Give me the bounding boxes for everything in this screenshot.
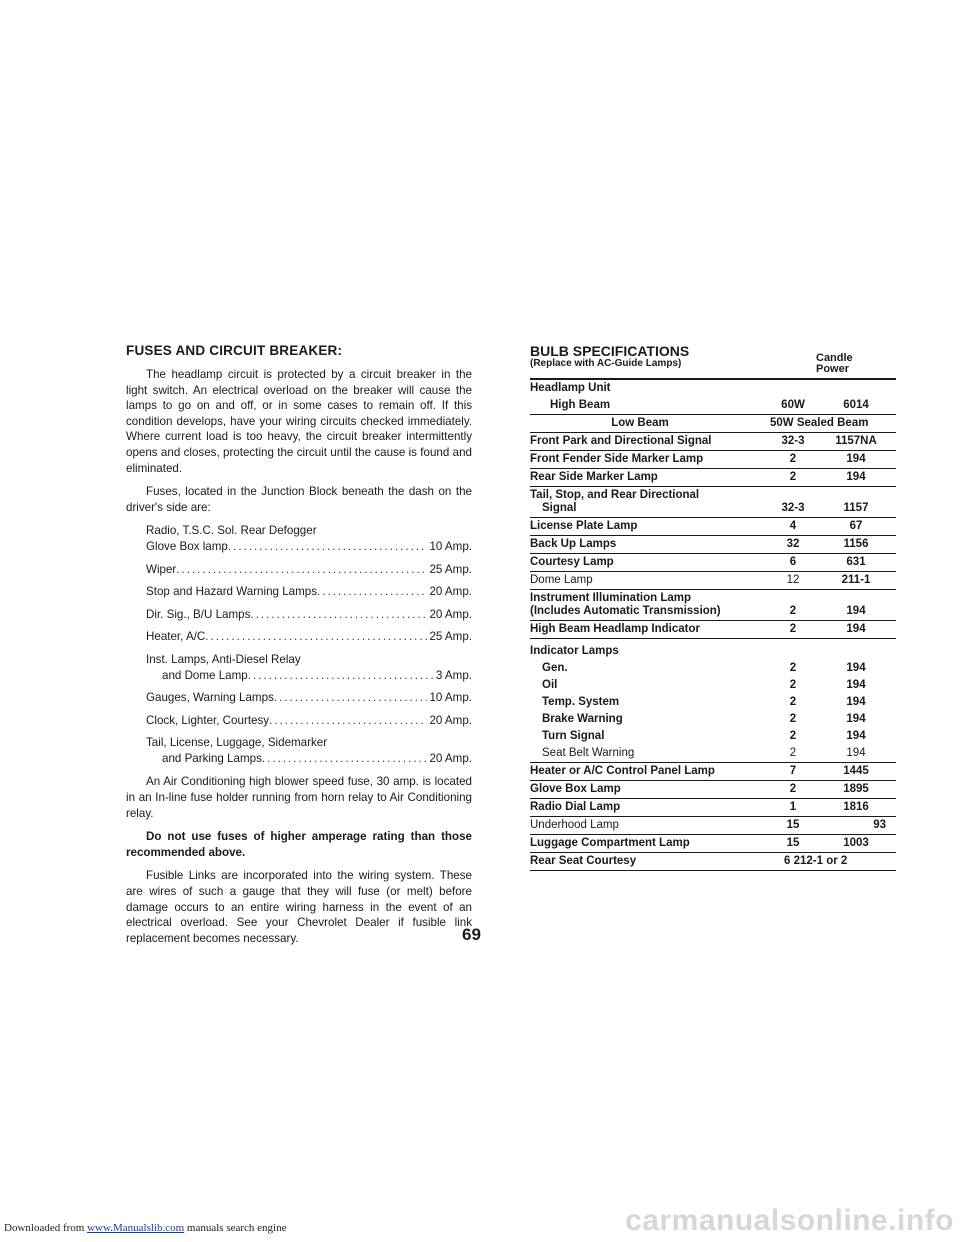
row-name: High Beam Headlamp Indicator: [530, 623, 700, 635]
fuse-amp: 20 Amp.: [429, 585, 472, 599]
row-bulb: 1156: [843, 538, 869, 550]
row-bulb: 1445: [843, 765, 869, 777]
fuse-label: and Parking Lamps: [162, 751, 262, 765]
table-row: [530, 835, 896, 853]
table-row: [530, 677, 896, 694]
fuse-amp: 10 Amp.: [429, 539, 472, 553]
table-row: [530, 415, 896, 433]
row-cp: 32: [786, 538, 800, 550]
row-name: Glove Box Lamp: [530, 783, 621, 795]
warning-paragraph: Do not use fuses of higher amperage rating than those recommended above.: [126, 830, 472, 859]
row-name: Oil: [542, 679, 558, 691]
row-bulb: 1157NA: [835, 435, 877, 447]
row-cp: 6: [789, 556, 797, 568]
power-line: Power: [816, 363, 850, 375]
row-cp: 2: [789, 623, 797, 635]
row-bulb: 194: [846, 713, 866, 725]
fuse-label: Stop and Hazard Warning Lamps: [146, 585, 317, 599]
fuses-section: [126, 343, 472, 954]
row-name: [530, 592, 770, 618]
table-row: [530, 590, 896, 621]
row-cp: 2: [789, 713, 797, 725]
row-name-line: Tail, Stop, and Rear Directional: [530, 489, 700, 501]
row-cp: 50W Sealed Beam: [770, 417, 869, 429]
table-row: [530, 380, 896, 397]
row-name: Luggage Compartment Lamp: [530, 837, 690, 849]
page-number: 69: [462, 925, 481, 944]
row-bulb: 194: [846, 679, 866, 691]
bulb-title: BULB SPECIFICATIONS: [530, 343, 690, 359]
row-name: Low Beam: [611, 417, 669, 429]
row-name-line: Instrument Illumination Lamp: [530, 592, 692, 604]
row-name: Radio Dial Lamp: [530, 801, 621, 813]
fuse-list: [126, 523, 472, 766]
fuse-item: [146, 690, 472, 706]
table-row: [530, 660, 896, 677]
row-cp: 60W: [781, 399, 805, 411]
table-row: [530, 536, 896, 554]
circuit-breaker-paragraph: The headlamp circuit is protected by a circuit breaker in the light switch. An electrical overload on the breaker will cause the lamps to go on and off, or in some cases to remain off. If this condition develops, have your wiring circuits checked immediately. Where current load is too heavy, the circuit breaker intermittently opens and closes, protecting the circuit until the cause is found and eliminated.: [126, 368, 472, 475]
row-cp: 2: [789, 730, 797, 742]
row-cp: 15: [786, 837, 800, 849]
candle-line: Candle: [816, 352, 853, 364]
row-name: Seat Belt Warning: [542, 747, 635, 759]
table-row: [530, 554, 896, 572]
row-name-line: (Includes Automatic Transmission): [530, 605, 721, 617]
row-name: Rear Side Marker Lamp: [530, 471, 658, 483]
fuse-item: [146, 607, 472, 623]
fuse-label: and Dome Lamp: [162, 668, 248, 682]
table-row: [530, 621, 896, 639]
fuse-head: Inst. Lamps, Anti-Diesel Relay: [146, 652, 301, 666]
fuse-amp: 25 Amp.: [429, 630, 472, 644]
fuse-item: [146, 735, 472, 766]
row-cp: 2: [789, 696, 797, 708]
fuse-amp: 3 Amp.: [435, 668, 472, 682]
fuse-head: Radio, T.S.C. Sol. Rear Defogger: [146, 524, 317, 538]
row-name: High Beam: [550, 399, 611, 411]
fuse-label: Heater, A/C: [146, 630, 206, 644]
row-bulb: 67: [849, 520, 863, 532]
row-name: Courtesy Lamp: [530, 556, 614, 568]
table-row: [530, 711, 896, 728]
row-cp: 2: [789, 783, 797, 795]
row-bulb: 211-1: [841, 574, 871, 586]
row-bulb: 194: [846, 696, 866, 708]
row-cp: 2: [789, 747, 797, 759]
table-row: [530, 745, 896, 763]
row-cp: 2: [789, 662, 797, 674]
row-name: Headlamp Unit: [530, 382, 611, 394]
row-cp: 1: [789, 801, 797, 813]
table-row: [530, 639, 896, 660]
row-cp: 2: [789, 453, 797, 465]
fuse-item: [146, 629, 472, 645]
row-cp: 12: [786, 574, 800, 586]
row-bulb: 194: [846, 730, 866, 742]
row-cp: 32-3: [781, 435, 805, 447]
row-bulb: 194: [846, 605, 866, 617]
row-bulb: 93: [873, 819, 886, 831]
fuse-head: Tail, License, Luggage, Sidemarker: [146, 736, 328, 750]
table-row: [530, 853, 896, 871]
row-name: Temp. System: [542, 696, 620, 708]
bulb-specifications-section: [530, 345, 896, 871]
row-bulb: 1003: [843, 837, 869, 849]
row-name: [530, 489, 770, 515]
row-name: Gen.: [542, 662, 568, 674]
fuse-item: [146, 652, 472, 683]
row-name: Dome Lamp: [530, 574, 593, 586]
row-name: Front Fender Side Marker Lamp: [530, 453, 704, 465]
ac-fuse-paragraph: An Air Conditioning high blower speed fuse, 30 amp. is located in an In-line fuse holder running from horn relay to Air Conditioning relay.: [126, 775, 472, 820]
fuse-amp: 25 Amp.: [429, 562, 472, 576]
row-bulb: 6014: [843, 399, 869, 411]
bulb-table-header: [530, 345, 896, 375]
watermark: carmanualsonline.info: [625, 1204, 954, 1237]
fuse-label: Dir. Sig., B/U Lamps: [146, 607, 251, 621]
table-row: [530, 728, 896, 745]
fuse-location-paragraph: Fuses, located in the Junction Block beneath the dash on the driver's side are:: [126, 485, 472, 514]
table-row: [530, 572, 896, 590]
row-cp: 2: [789, 605, 797, 617]
row-bulb: 1157: [843, 502, 869, 514]
row-bulb: 194: [846, 747, 866, 759]
row-name: Brake Warning: [542, 713, 623, 725]
download-footer: [4, 1222, 286, 1234]
fuse-label: Gauges, Warning Lamps: [146, 691, 274, 705]
footer-suffix: manuals search engine: [184, 1222, 287, 1234]
table-row: [530, 397, 896, 415]
row-name: Rear Seat Courtesy: [530, 855, 637, 867]
bulb-subtitle: (Replace with AC-Guide Lamps): [530, 358, 682, 369]
footer-prefix: Downloaded from: [4, 1222, 88, 1234]
row-cp: 2: [789, 471, 797, 483]
row-cp: 4: [789, 520, 797, 532]
table-row: [530, 781, 896, 799]
fuse-amp: 20 Amp.: [429, 713, 472, 727]
fuse-label: Clock, Lighter, Courtesy: [146, 713, 270, 727]
row-cp: 32-3: [781, 502, 805, 514]
fuse-item: [146, 562, 472, 578]
row-bulb: 1816: [843, 801, 869, 813]
row-name: Heater or A/C Control Panel Lamp: [530, 765, 715, 777]
table-row: [530, 433, 896, 451]
fuse-item: [146, 584, 472, 600]
row-name: Underhood Lamp: [530, 819, 619, 831]
row-bulb: 1895: [843, 783, 869, 795]
candle-power-header: [816, 345, 896, 375]
row-bulb: 194: [846, 623, 866, 635]
row-name: Indicator Lamps: [530, 645, 619, 657]
row-name: Front Park and Directional Signal: [530, 435, 712, 447]
fuse-label: Glove Box lamp: [146, 539, 228, 553]
row-cp: 2: [789, 679, 797, 691]
table-row: [530, 451, 896, 469]
table-row: [530, 694, 896, 711]
fuse-amp: 20 Amp.: [429, 607, 472, 621]
fusible-links-paragraph: Fusible Links are incorporated into the wiring system. These are wires of such a gauge that they will fuse (or melt) before damage occurs to an entire wiring harness in the event of an electrical overload. See your Chevrolet Dealer if fusible link replacement becomes necessary.: [126, 869, 472, 945]
fuse-label: Wiper: [146, 562, 177, 576]
table-row: [530, 518, 896, 536]
row-bulb: 194: [846, 662, 866, 674]
table-row: [530, 763, 896, 781]
row-cp: 15: [786, 819, 800, 831]
table-row: [530, 799, 896, 817]
table-row: [530, 487, 896, 518]
row-bulb: 631: [846, 556, 866, 568]
fuse-amp: 20 Amp.: [429, 751, 472, 765]
row-name: Back Up Lamps: [530, 538, 617, 550]
row-bulb: 194: [846, 471, 866, 483]
manualslib-link[interactable]: www.Manualslib.com: [87, 1222, 185, 1234]
row-cp: 7: [789, 765, 797, 777]
fuses-title: FUSES AND CIRCUIT BREAKER:: [126, 343, 343, 358]
table-row: [530, 817, 896, 835]
table-row: [530, 469, 896, 487]
fuse-item: [146, 713, 472, 729]
fuse-amp: 10 Amp.: [429, 691, 472, 705]
row-name: License Plate Lamp: [530, 520, 638, 532]
row-cp: 6 212-1 or 2: [784, 855, 848, 867]
fuse-item: [146, 523, 472, 554]
row-name: Turn Signal: [542, 730, 605, 742]
row-name-line: Signal: [542, 502, 577, 514]
row-bulb: 194: [846, 453, 866, 465]
